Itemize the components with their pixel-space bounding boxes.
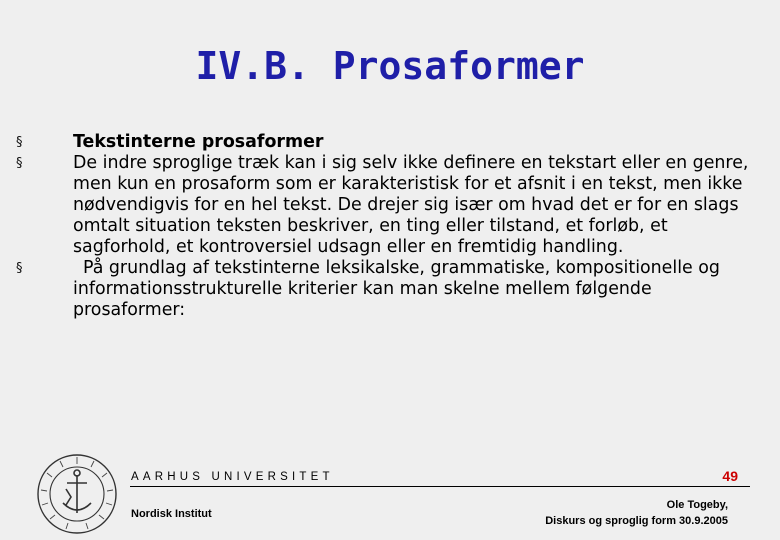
footer-divider [130, 486, 750, 487]
slide-title: IV.B. Prosaformer [195, 44, 585, 88]
page-number: 49 [722, 468, 738, 484]
bullet-list [16, 132, 756, 321]
bullet-text: På grundlag af tekstinterne leksikalske, grammatiske, kompositionelle og informationsstrukturelle kriterier kan man skelne mellem følgende prosaformer: [73, 258, 720, 320]
bullet-section-icon: § [16, 156, 23, 171]
bullet-section-icon: § [16, 135, 23, 150]
author-name: Ole Togeby, [666, 499, 728, 511]
bullet-item [16, 258, 756, 321]
bullet-text: Tekstinterne prosaformer [73, 132, 324, 152]
course-info: Diskurs og sproglig form 30.9.2005 [545, 515, 728, 527]
institute-name: Nordisk Institut [131, 508, 212, 520]
bullet-item [16, 153, 756, 258]
university-seal-icon [36, 453, 118, 535]
bullet-item [16, 132, 756, 153]
university-name: AARHUS UNIVERSITET [131, 471, 334, 483]
bullet-text: De indre sproglige træk kan i sig selv ikke definere en tekstart eller en genre, men kun en prosaform som er karakteristisk for et afsnit i en tekst, men ikke nødvendigvis for en hel tekst. De drejer sig især om hvad det er for en slags omtalt situation teksten beskriver, en ting eller tilstand, et forløb, et sagforhold, et kontroversiel udsagn eller en fremtidig handling. [73, 153, 749, 257]
author-info [545, 497, 728, 529]
bullet-section-icon: § [16, 261, 23, 276]
